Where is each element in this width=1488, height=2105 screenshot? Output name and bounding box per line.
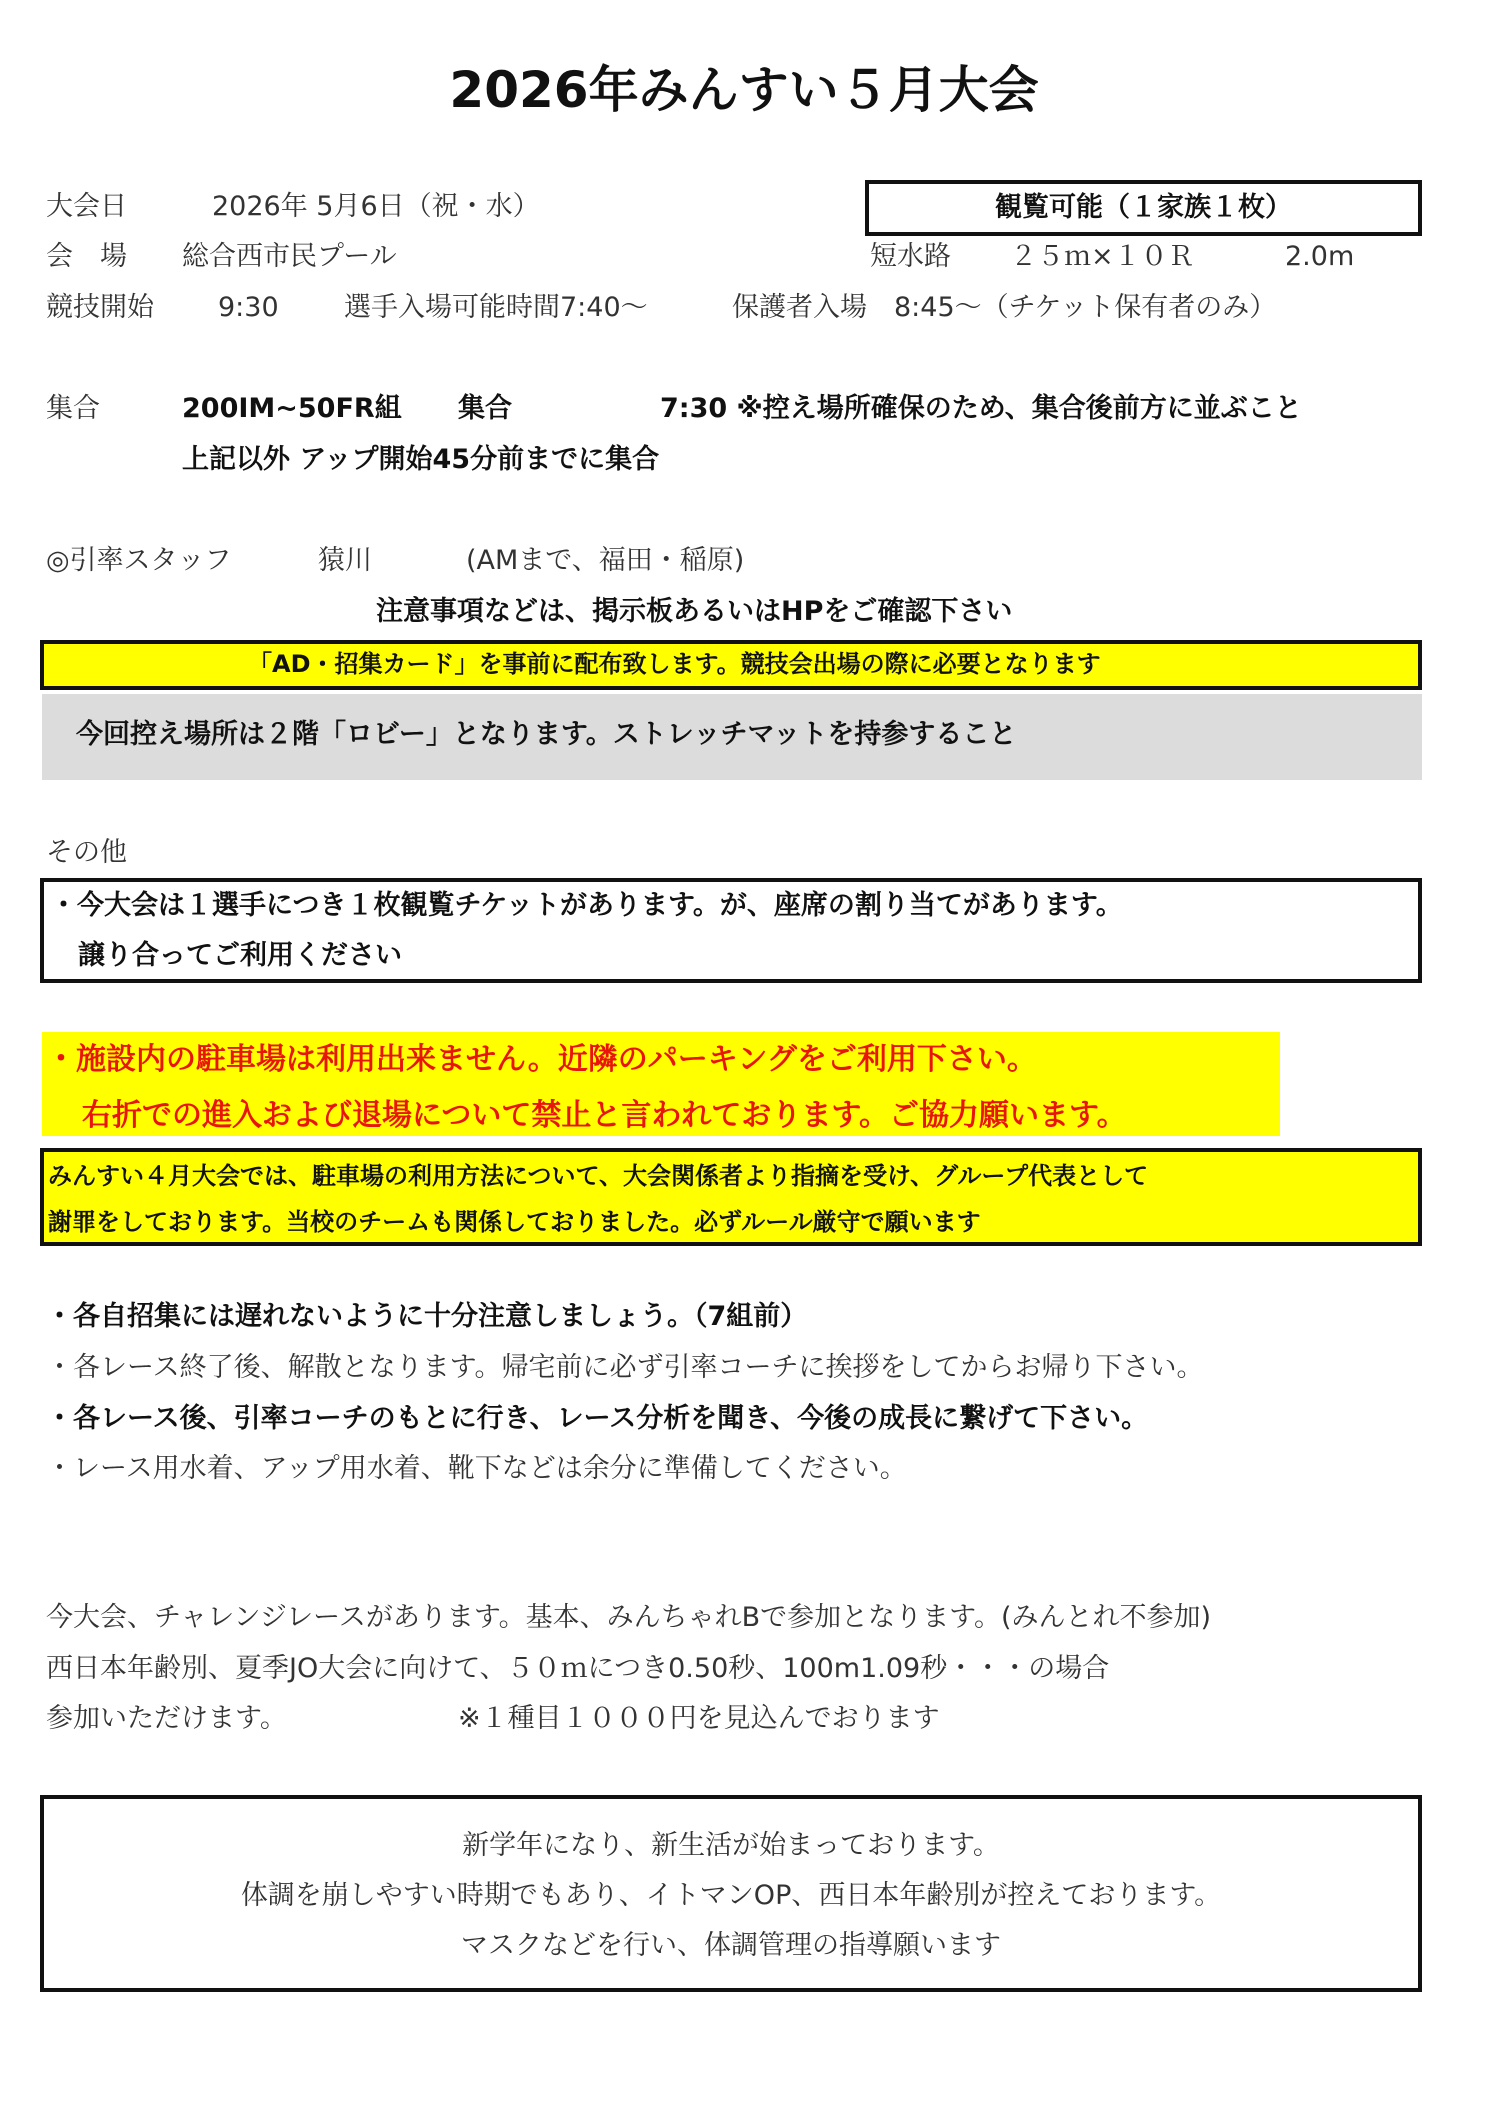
apology-box bbox=[40, 1148, 1422, 1246]
rule-1: ・各自招集には遅れないように十分注意しましょう。（7組前） bbox=[46, 1301, 808, 1332]
assembly-time-note: 7:30 ※控え場所確保のため、集合後前方に並ぶこと bbox=[660, 393, 1302, 424]
viewing-badge-box bbox=[865, 180, 1422, 236]
parking-warning-line-1: ・施設内の駐車場は利用出来ません。近隣のパーキングをご利用下さい。 bbox=[46, 1042, 1037, 1077]
staff-name: 猿川 bbox=[318, 545, 372, 576]
venue-value: 総合西市民プール bbox=[182, 241, 397, 272]
challenge-line-1: 今大会、チャレンジレースがあります。基本、みんちゃれBで参加となります。(みんとれ不参加) bbox=[46, 1602, 1212, 1633]
assembly-group-label: 集合 bbox=[458, 393, 512, 424]
pool-depth: 2.0m bbox=[1285, 241, 1355, 272]
date-value: 2026年 5月6日（祝・水） bbox=[212, 191, 540, 222]
ad-card-notice: 「AD・招集カード」を事前に配布致します。競技会出場の際に必要となります bbox=[248, 650, 1101, 678]
ticket-line-2: 譲り合ってご利用ください bbox=[78, 940, 402, 971]
challenge-line-2: 西日本年齢別、夏季JO大会に向けて、５０ｍにつき0.50秒、100m1.09秒・・・の場合 bbox=[46, 1653, 1110, 1684]
apology-line-1: みんすい４月大会では、駐車場の利用方法について、大会関係者より指摘を受け、グループ代表として bbox=[48, 1162, 1149, 1190]
rule-2: ・各レース終了後、解散となります。帰宅前に必ず引率コーチに挨拶をしてからお帰り下さい。 bbox=[46, 1352, 1204, 1383]
assembly-group: 200IM~50FR組 bbox=[182, 393, 402, 424]
assembly-label: 集合 bbox=[46, 393, 100, 424]
entry-time: 選手入場可能時間7:40〜 bbox=[344, 292, 648, 323]
staff-label: ◎引率スタッフ bbox=[46, 545, 232, 576]
notice-line: 注意事項などは、掲示板あるいはHPをご確認下さい bbox=[376, 596, 1013, 627]
viewing-badge: 観覧可能（１家族１枚） bbox=[995, 192, 1292, 223]
challenge-line-3a: 参加いただけます。 bbox=[46, 1703, 287, 1734]
challenge-line-3b: ※１種目１０００円を見込んでおります bbox=[458, 1703, 940, 1734]
other-label: その他 bbox=[46, 837, 127, 868]
pool-size: ２５ｍ×１０Ｒ bbox=[1010, 241, 1195, 272]
pool-type: 短水路 bbox=[870, 241, 951, 272]
venue-label: 会 場 bbox=[46, 241, 127, 272]
rule-4: ・レース用水着、アップ用水着、靴下などは余分に準備してください。 bbox=[46, 1453, 907, 1484]
ticket-box bbox=[40, 878, 1422, 983]
closing-line-2: 体調を崩しやすい時期でもあり、イトマンOP、西日本年齢別が控えております。 bbox=[240, 1880, 1222, 1911]
closing-line-1: 新学年になり、新生活が始まっております。 bbox=[462, 1830, 1000, 1861]
parking-warning-line-2: 右折での進入および退場について禁止と言われております。ご協力願います。 bbox=[82, 1098, 1127, 1133]
ticket-line-1: ・今大会は１選手につき１枚観覧チケットがあります。が、座席の割り当てがあります。 bbox=[50, 890, 1123, 921]
waiting-area-notice: 今回控え場所は２階「ロビー」となります。ストレッチマットを持参すること bbox=[76, 719, 1017, 750]
closing-box bbox=[40, 1795, 1422, 1992]
start-label: 競技開始 bbox=[46, 292, 154, 323]
rule-3: ・各レース後、引率コーチのもとに行き、レース分析を聞き、今後の成長に繋げて下さい。 bbox=[46, 1403, 1149, 1434]
start-time: 9:30 bbox=[218, 292, 279, 323]
waiting-area-box bbox=[42, 694, 1422, 780]
apology-line-2: 謝罪をしております。当校のチームも関係しておりました。必ずルール厳守で願います bbox=[48, 1208, 981, 1236]
date-label: 大会日 bbox=[46, 191, 127, 222]
assembly-others: 上記以外 アップ開始45分前までに集合 bbox=[182, 444, 660, 475]
ad-card-box bbox=[40, 640, 1422, 690]
staff-am-note: (AMまで、福田・稲原) bbox=[466, 545, 745, 576]
guardian-entry: 保護者入場 8:45〜（チケット保有者のみ） bbox=[732, 292, 1277, 323]
page-title: 2026年みんすい５月大会 bbox=[449, 61, 1039, 119]
closing-line-3: マスクなどを行い、体調管理の指導願います bbox=[461, 1930, 1001, 1961]
